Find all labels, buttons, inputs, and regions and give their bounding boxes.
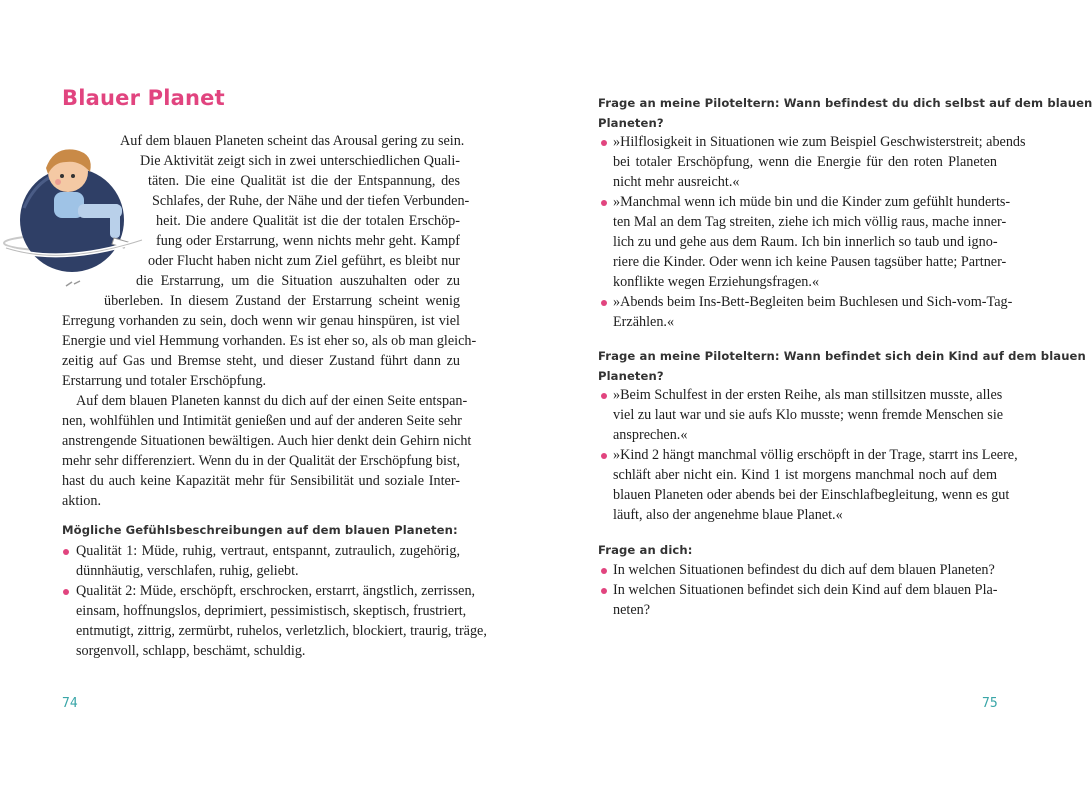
child-on-blue-planet-illustration xyxy=(2,138,152,288)
bullet-dot xyxy=(601,393,607,399)
bullet-dot xyxy=(601,140,607,146)
list-item-line: »Kind 2 hängt manchmal völlig erschöpft in der Trage, starrt ins Leere, xyxy=(613,447,1018,463)
list-item-line: blauen Planeten oder abends bei der Einschlafbegleitung, wenn es gut xyxy=(613,487,1010,503)
list-item-line: In welchen Situationen befindest du dich auf dem blauen Planeten? xyxy=(613,562,995,578)
list-item-line: »Hilflosigkeit in Situationen wie zum Beispiel Geschwisterstreit; abends xyxy=(613,134,1026,150)
list-item-line: ansprechen.« xyxy=(613,427,688,443)
paragraph-line: aktion. xyxy=(62,493,102,509)
paragraph-line: fung oder Erstarrung, wenn nichts mehr geht. Kampf xyxy=(156,233,460,249)
list-item-line: »Abends beim Ins-Bett-Begleiten beim Buchlesen und Sich-vom-Tag- xyxy=(613,294,1013,310)
paragraph-line: Erstarrung und totaler Erschöpfung. xyxy=(62,373,267,389)
bullet-dot xyxy=(63,589,69,595)
list-item-line: In welchen Situationen befindet sich dein Kind auf dem blauen Pla- xyxy=(613,582,998,598)
paragraph-line: zeitig auf Gas und Bremse steht, und dieser Zustand führt dann zu xyxy=(62,353,460,369)
list-item-line: viel zu laut war und sie aufs Klo musste; wenn fremde Menschen sie xyxy=(613,407,1004,423)
page-number: 74 xyxy=(62,696,78,711)
bullet-dot xyxy=(601,588,607,594)
list-item-line: bei totaler Erschöpfung, wenn die Energie für den roten Planeten xyxy=(613,154,997,170)
list-item-line: Erzählen.« xyxy=(613,314,675,330)
list-item-line: ten Mal an dem Tag streiten, ziehe ich mich völlig raus, mache inner- xyxy=(613,214,1007,230)
paragraph-line: heit. Die andere Qualität ist die der totalen Erschöp- xyxy=(156,213,460,229)
question-heading: Planeten? xyxy=(598,369,664,383)
paragraph-line: täten. Die eine Qualität ist die der Entspannung, des xyxy=(148,173,460,189)
paragraph-line: Die Aktivität zeigt sich in zwei unterschiedlichen Quali- xyxy=(140,153,460,169)
list-item-line: nicht mehr ausreicht.« xyxy=(613,174,740,190)
page-number: 75 xyxy=(982,696,998,711)
paragraph-line: oder Flucht haben nicht zum Ziel geführt, es bleibt nur xyxy=(148,253,460,269)
left-page xyxy=(0,0,500,800)
list-item-line: Qualität 2: Müde, erschöpft, erschrocken, erstarrt, ängstlich, zerrissen, xyxy=(76,583,476,599)
list-item-line: sorgenvoll, schlapp, beschämt, schuldig. xyxy=(76,643,306,659)
bullet-dot xyxy=(63,549,69,555)
paragraph-line: Auf dem blauen Planeten kannst du dich auf der einen Seite entspan- xyxy=(76,393,468,409)
list-item-line: entmutigt, zittrig, zermürbt, ruhelos, verletzlich, blockiert, traurig, träge, xyxy=(76,623,487,639)
list-item-line: einsam, hoffnungslos, deprimiert, pessimistisch, skeptisch, frustriert, xyxy=(76,603,467,619)
bullet-dot xyxy=(601,300,607,306)
section-subheading: Mögliche Gefühlsbeschreibungen auf dem blauen Planeten: xyxy=(62,523,458,537)
paragraph-line: mehr sehr differenziert. Wenn du in der Qualität der Erschöpfung bist, xyxy=(62,453,460,469)
list-item-line: Qualität 1: Müde, ruhig, vertraut, entspannt, zutraulich, zugehörig, xyxy=(76,543,460,559)
paragraph-line: Erregung vorhanden zu sein, doch wenn wir genau hinspüren, ist viel xyxy=(62,313,460,329)
paragraph-line: die Erstarrung, um die Situation auszuhalten oder zu xyxy=(136,273,460,289)
question-heading: Frage an meine Piloteltern: Wann befindest du dich selbst auf dem blauen xyxy=(598,96,1092,110)
paragraph-line: nen, wohlfühlen und Intimität genießen und auf der anderen Seite sehr xyxy=(62,413,462,429)
list-item-line: »Manchmal wenn ich müde bin und die Kinder zum gefühlt hunderts- xyxy=(613,194,1011,210)
question-heading: Frage an meine Piloteltern: Wann befindet sich dein Kind auf dem blauen xyxy=(598,349,1086,363)
list-item-line: konflikte wegen Erziehungsfragen.« xyxy=(613,274,820,290)
list-item-line: lich zu und gehe aus dem Raum. Ich bin innerlich so taub und igno- xyxy=(613,234,998,250)
list-item-line: »Beim Schulfest in der ersten Reihe, als man stillsitzen musste, alles xyxy=(613,387,1003,403)
bullet-dot xyxy=(601,568,607,574)
bullet-dot xyxy=(601,453,607,459)
list-item-line: läuft, also der angenehme blaue Planet.« xyxy=(613,507,843,523)
list-item-line: dünnhäutig, verschlafen, ruhig, geliebt. xyxy=(76,563,299,579)
right-page xyxy=(500,0,1092,800)
list-item-line: schläft aber nicht ein. Kind 1 ist morgens manchmal noch auf dem xyxy=(613,467,997,483)
bullet-dot xyxy=(601,200,607,206)
paragraph-line: hast du auch keine Kapazität mehr für Sensibilität und soziale Inter- xyxy=(62,473,460,489)
question-heading: Frage an dich: xyxy=(598,543,693,557)
paragraph-line: Energie und viel Hemmung vorhanden. Es ist eher so, als ob man gleich- xyxy=(62,333,477,349)
list-item-line: neten? xyxy=(613,602,651,618)
paragraph-line: anstrengende Situationen bewältigen. Auch hier denkt dein Gehirn nicht xyxy=(62,433,472,449)
question-heading: Planeten? xyxy=(598,116,664,130)
paragraph-line: Auf dem blauen Planeten scheint das Arousal gering zu sein. xyxy=(120,133,465,149)
list-item-line: riere die Kinder. Oder wenn ich keine Pausen tagsüber hatte; Partner- xyxy=(613,254,1007,270)
paragraph-line: überleben. In diesem Zustand der Erstarrung scheint wenig xyxy=(104,293,460,309)
paragraph-line: Schlafes, der Ruhe, der Nähe und der tiefen Verbunden- xyxy=(152,193,470,209)
page-title: Blauer Planet xyxy=(62,86,225,110)
